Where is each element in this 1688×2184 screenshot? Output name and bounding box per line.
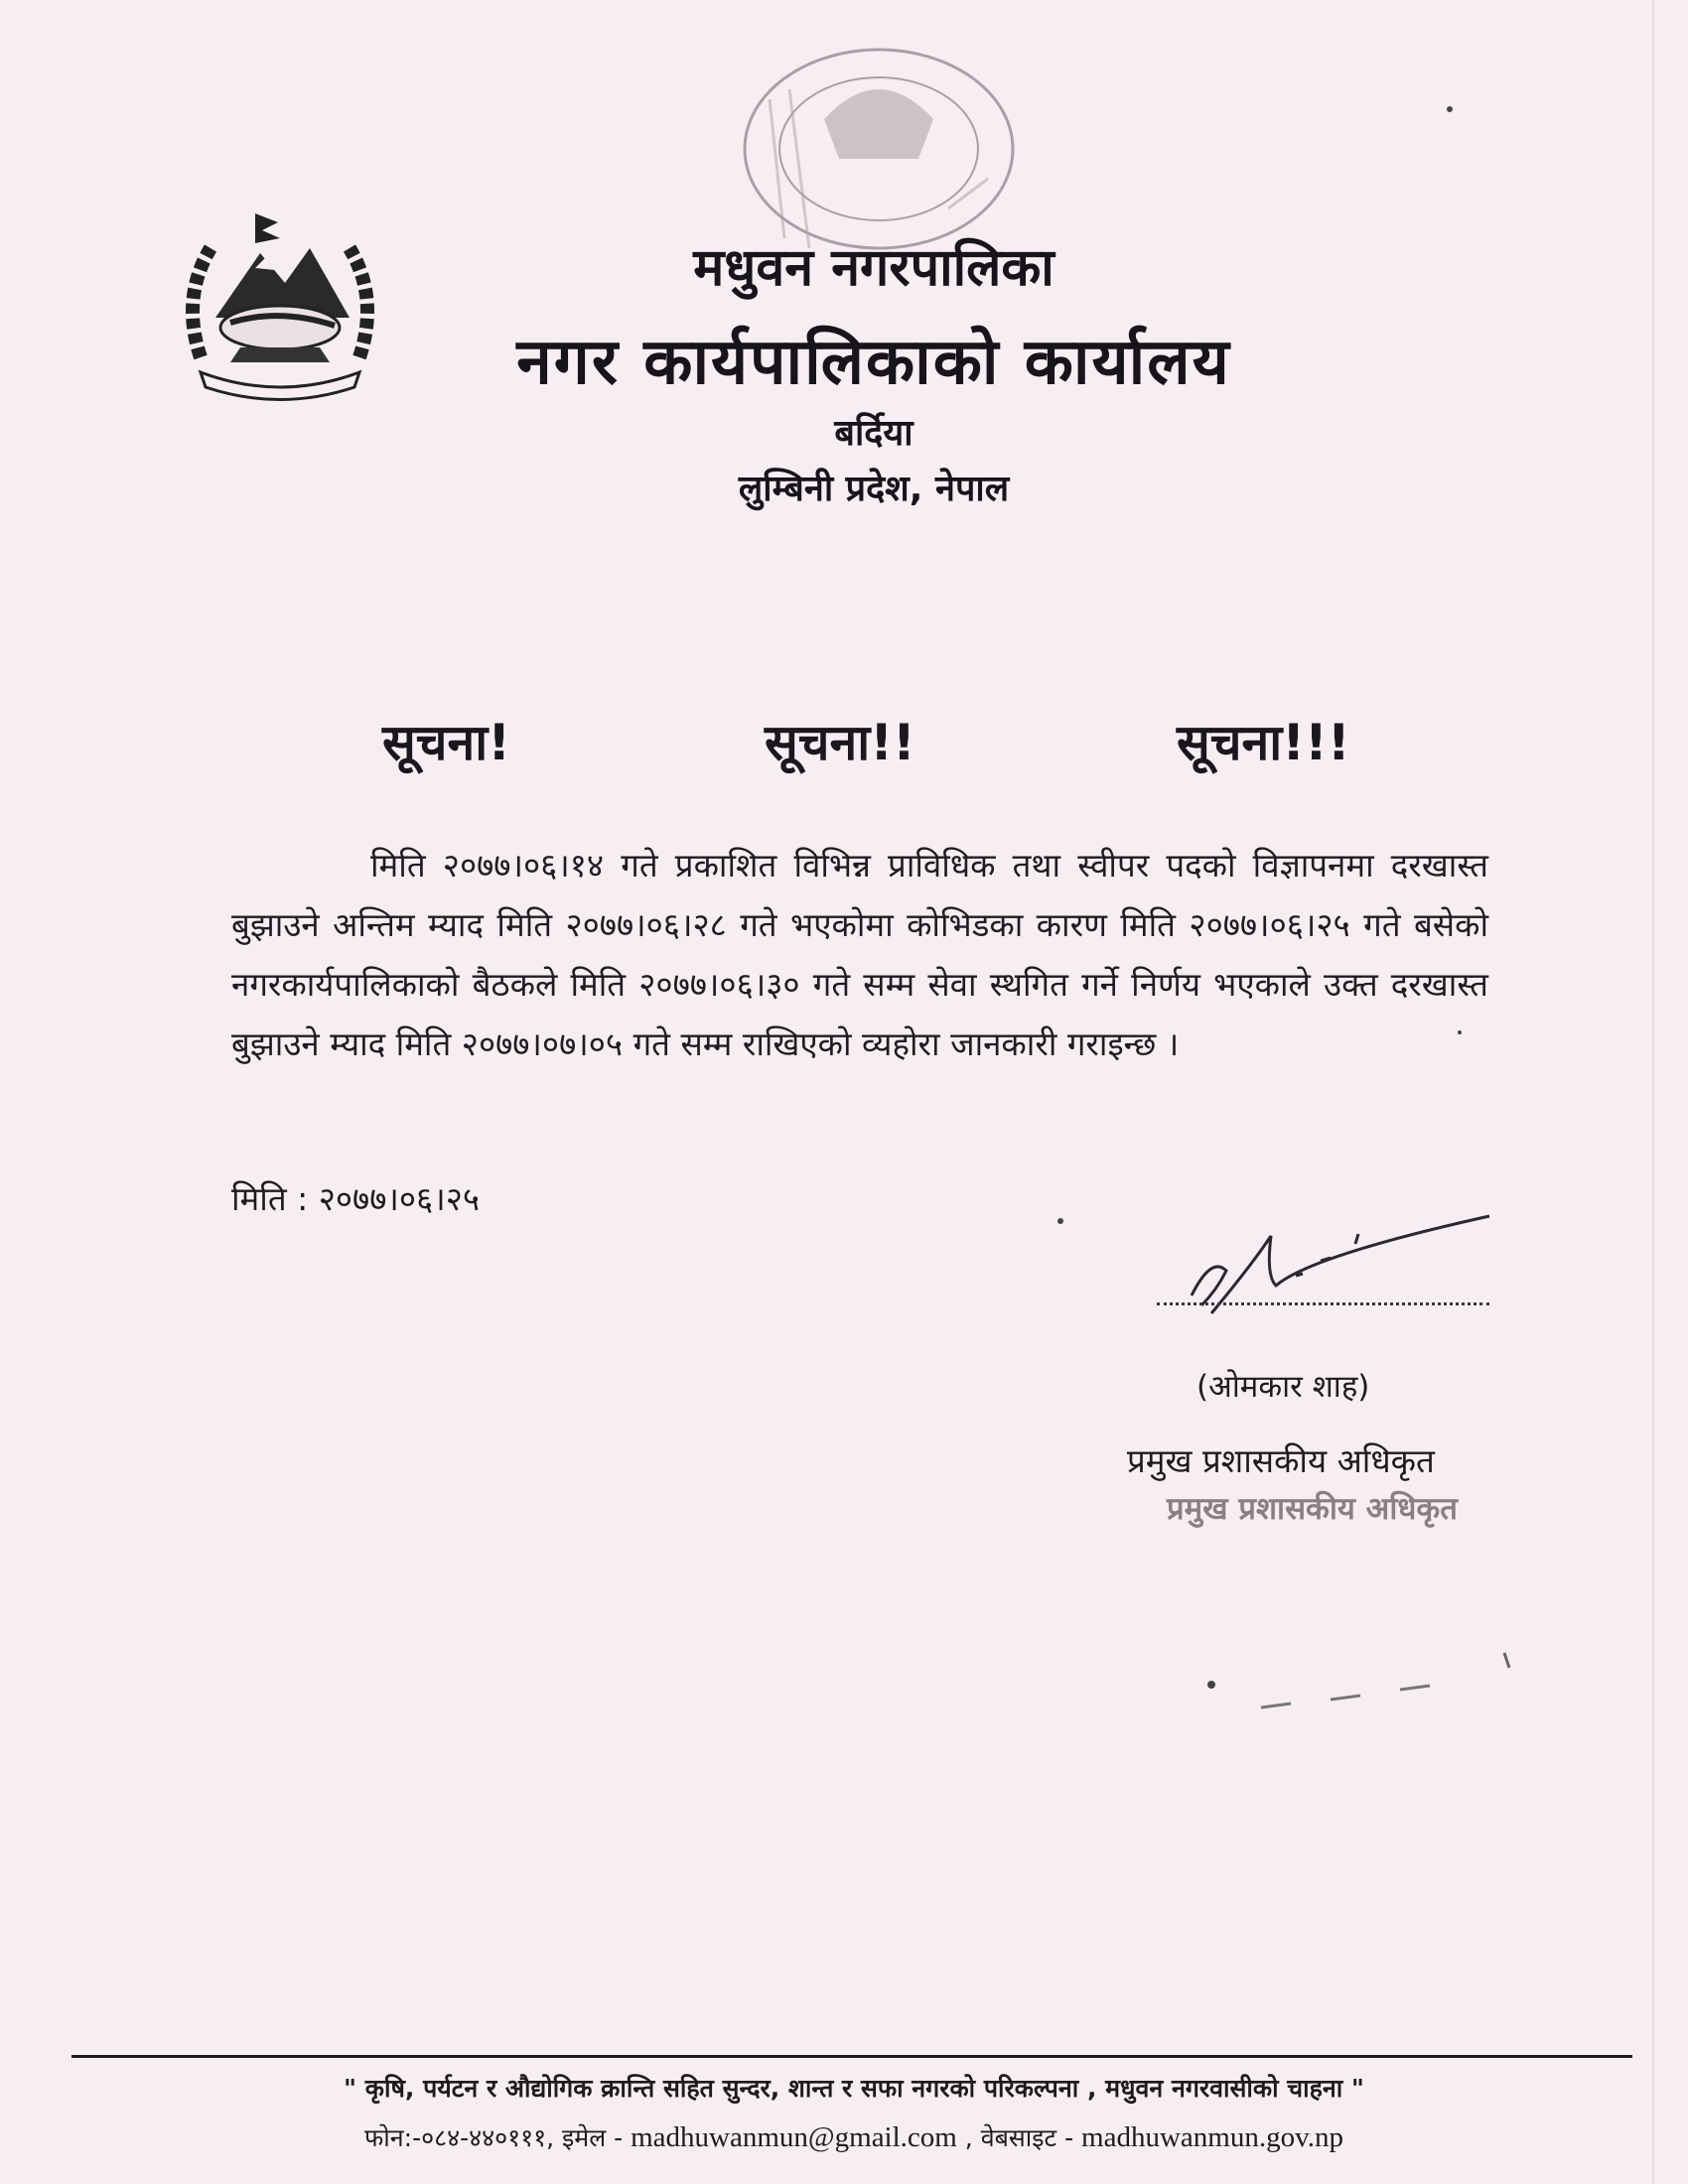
province-address: लुम्बिनी प्रदेश, नेपाल xyxy=(738,469,1010,509)
footer-contact xyxy=(79,2120,1628,2154)
district-name: बर्दिया xyxy=(834,413,914,454)
website-url: madhuwanmun.gov.np xyxy=(1081,2121,1343,2153)
signatory-title: प्रमुख प्रशासकीय अधिकृत xyxy=(1127,1441,1435,1480)
phone-number: ०८४-४४०१११ xyxy=(421,2123,547,2152)
notice-body: मिति २०७७।०६।१४ गते प्रकाशित विभिन्न प्राविधिक तथा स्वीपर पदको विज्ञापनमा दरखास्त बुझाउने अन्तिम म्याद मिति २०७७।०६।२८ गते भएकोमा कोभिडका कारण मिति २०७७।०६।२५ गते बसेको नगरकार्यपालिकाको बैठकले मिति २०७७।०६।३० गते सम्म सेवा स्थगित गर्ने निर्णय भएकाले उक्त दरखास्त बुझाउने म्याद मिति २०७७।०७।०५ गते सम्म राखिएको व्यहोरा जानकारी गराइन्छ । xyxy=(231,846,1488,1063)
phone-label: फोन:- xyxy=(364,2123,422,2152)
email-label: , इमेल - xyxy=(546,2123,632,2152)
notice-date: मिति : २०७७।०६।२५ xyxy=(231,1179,481,1218)
website-label: , वेबसाइट - xyxy=(956,2123,1082,2152)
notice-heading-2: सूचना!! xyxy=(765,714,915,771)
footer-slogan: " कृषि, पर्यटन र औद्योगिक क्रान्ति सहित सुन्दर, शान्त र सफा नगरको परिकल्पना , मधुवन नगरवासीको चाहना " xyxy=(344,2074,1364,2103)
notice-heading-3: सूचना!!! xyxy=(1177,714,1350,771)
footer-divider xyxy=(71,2055,1632,2058)
designation-stamp: प्रमुख प्रशासकीय अधिकृत xyxy=(1167,1491,1458,1527)
office-name: नगर कार्यपालिकाको कार्यालय xyxy=(516,326,1231,399)
email-address: madhuwanmun@gmail.com xyxy=(631,2121,957,2153)
notice-heading-1: सूचना! xyxy=(382,714,511,771)
signatory-name: (ओमकार शाह) xyxy=(1196,1369,1370,1405)
municipality-name: मधुवन नगरपालिका xyxy=(693,238,1055,298)
